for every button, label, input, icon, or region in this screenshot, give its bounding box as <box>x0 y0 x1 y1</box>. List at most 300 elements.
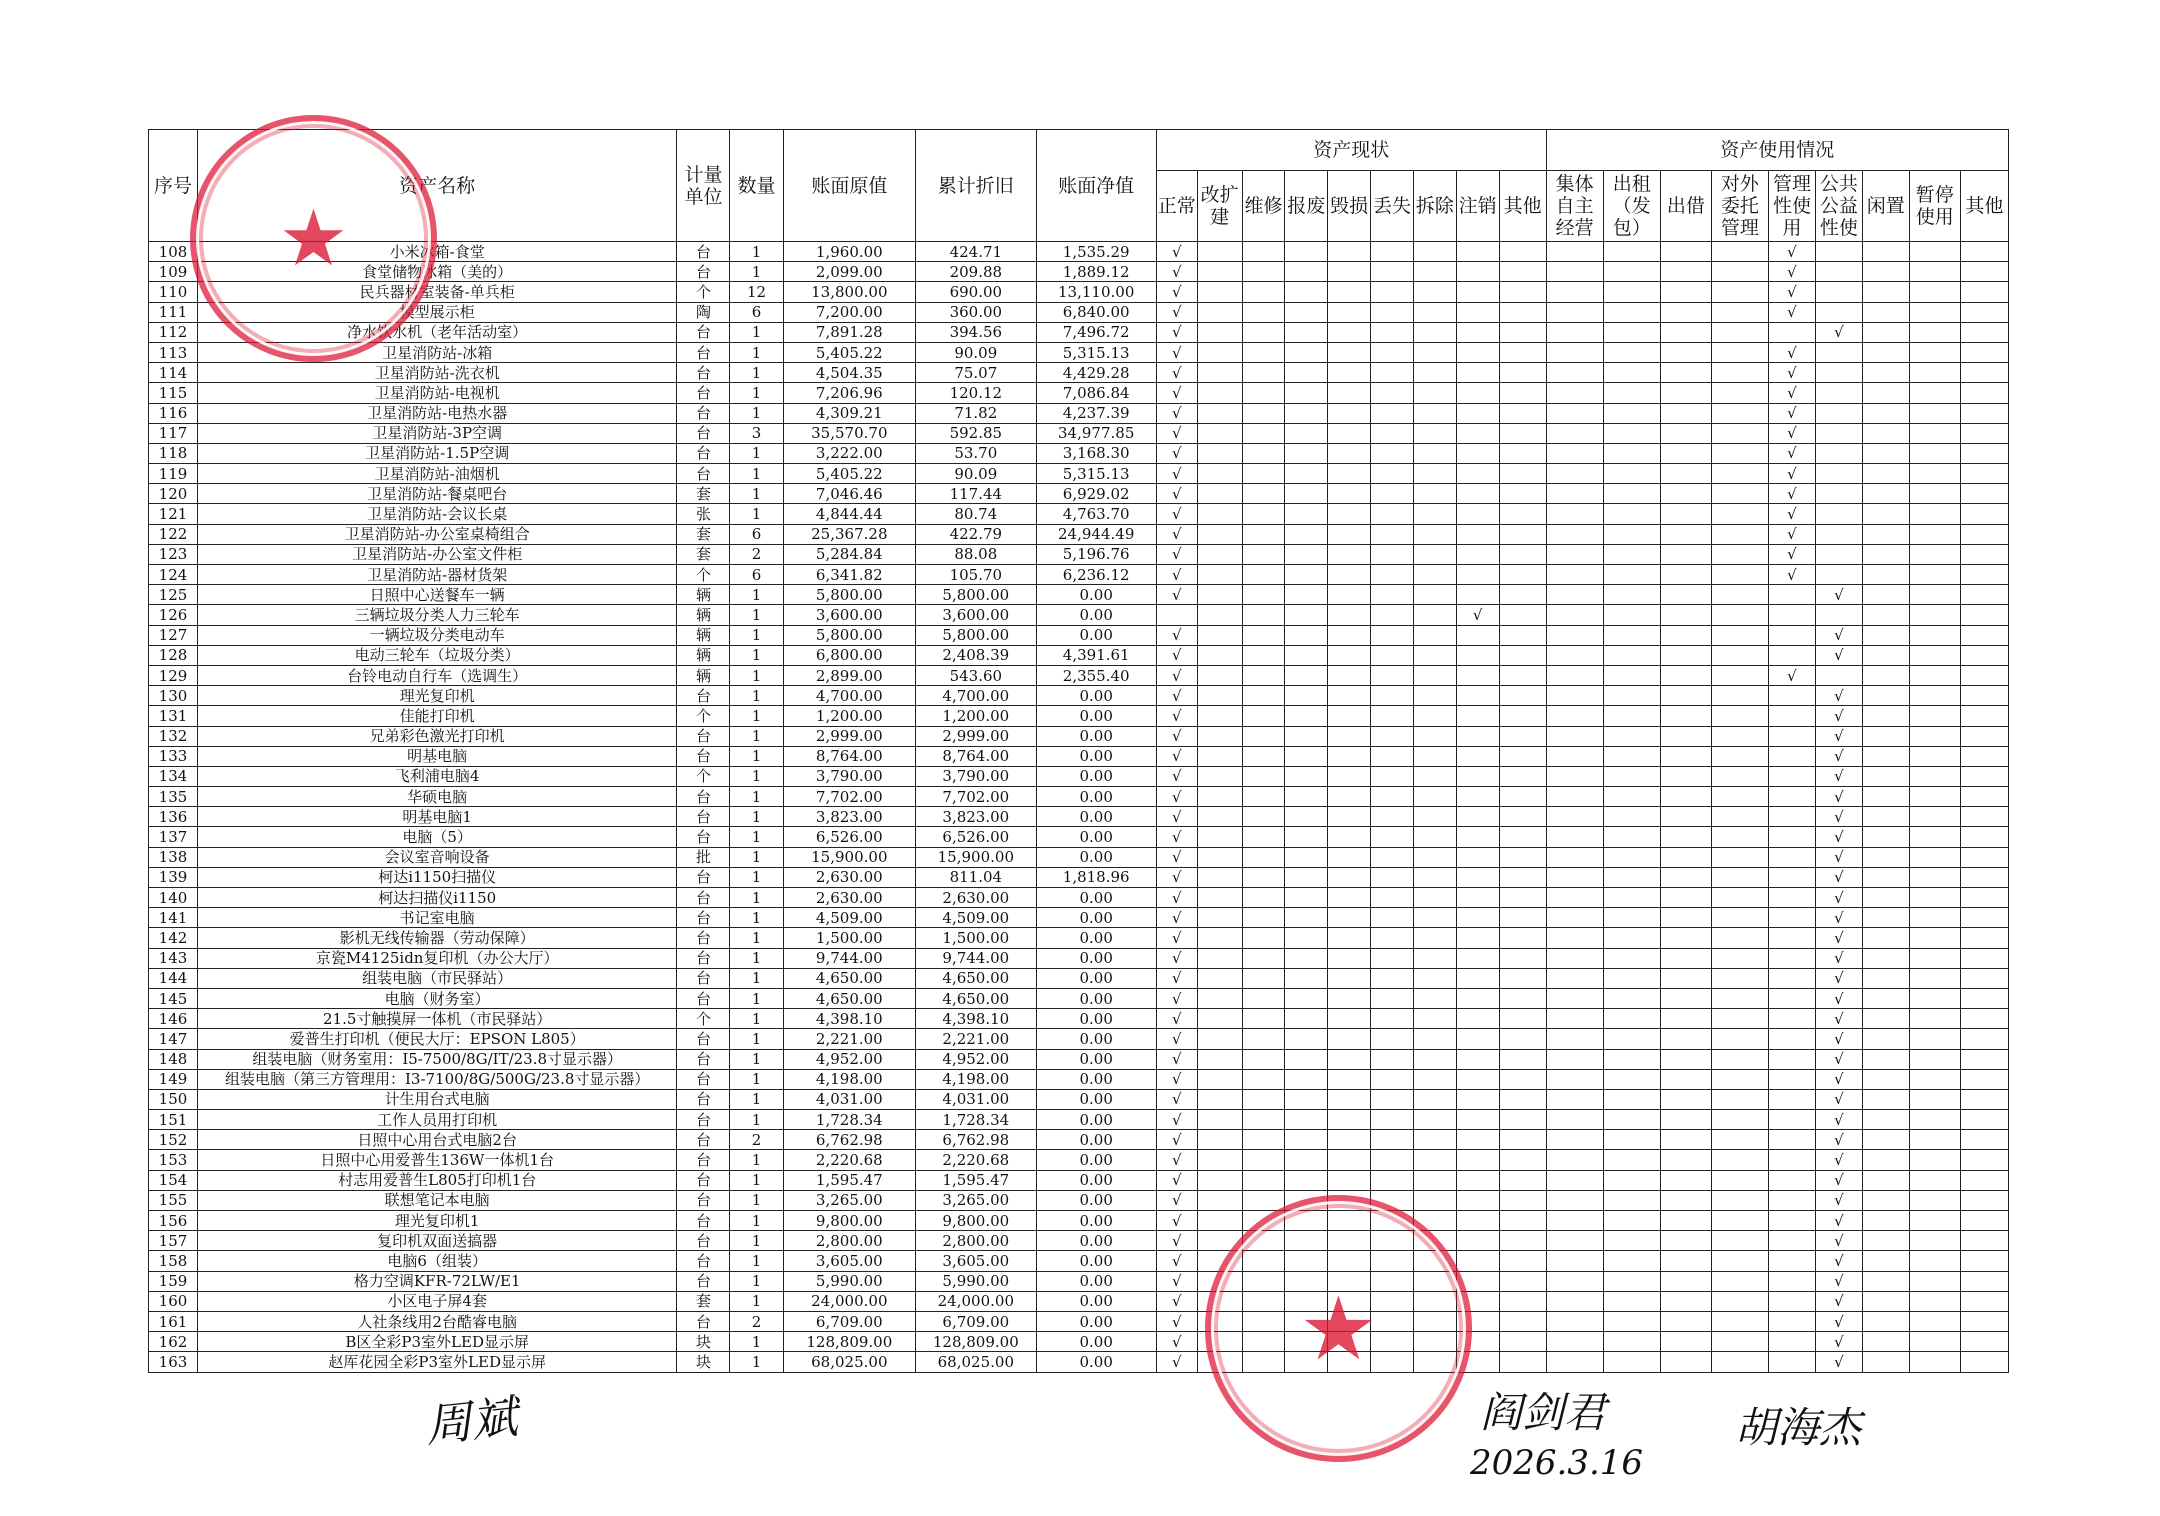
status-check-cell <box>1197 605 1242 625</box>
status-check-cell <box>1328 403 1371 423</box>
depreciation-cell: 6,762.98 <box>916 1130 1036 1150</box>
status-check-cell <box>1413 888 1456 908</box>
table-row <box>149 302 2009 322</box>
usage-check-cell <box>1960 242 2008 262</box>
usage-check-cell <box>1711 766 1768 786</box>
usage-check-cell <box>1862 565 1909 585</box>
status-check-cell <box>1285 847 1328 867</box>
usage-check-cell <box>1660 383 1711 403</box>
status-check-cell <box>1413 1271 1456 1291</box>
usage-check-cell <box>1546 1170 1603 1190</box>
original-value-cell: 2,099.00 <box>783 262 916 282</box>
status-check-cell <box>1456 807 1499 827</box>
status-check-cell <box>1413 787 1456 807</box>
usage-check-cell <box>1960 1190 2008 1210</box>
seq-cell: 119 <box>149 464 198 484</box>
usage-check-cell <box>1960 706 2008 726</box>
usage-check-cell <box>1769 988 1816 1008</box>
usage-check-cell <box>1603 524 1660 544</box>
net-value-cell: 0.00 <box>1036 908 1156 928</box>
usage-check-cell <box>1862 948 1909 968</box>
status-check-cell <box>1413 605 1456 625</box>
status-check-cell <box>1328 585 1371 605</box>
status-check-cell <box>1499 383 1546 403</box>
status-check-cell <box>1285 968 1328 988</box>
usage-check-cell <box>1660 605 1711 625</box>
status-check-cell <box>1456 1110 1499 1130</box>
depreciation-cell: 5,800.00 <box>916 585 1036 605</box>
unit-cell: 台 <box>677 1150 730 1170</box>
usage-check-cell <box>1546 645 1603 665</box>
asset-name-cell: 日照中心用台式电脑2台 <box>197 1130 676 1150</box>
usage-check-cell <box>1603 1271 1660 1291</box>
qty-cell: 1 <box>730 988 783 1008</box>
status-check-cell <box>1371 1231 1414 1251</box>
qty-cell: 1 <box>730 1089 783 1109</box>
usage-check-cell <box>1815 443 1862 463</box>
status-check-cell <box>1197 544 1242 564</box>
unit-cell: 个 <box>677 1009 730 1029</box>
usage-check-cell <box>1660 908 1711 928</box>
unit-cell: 台 <box>677 403 730 423</box>
asset-name-cell: 卫星消防站-办公室桌椅组合 <box>197 524 676 544</box>
status-check-cell <box>1285 282 1328 302</box>
table-row <box>149 1110 2009 1130</box>
status-check-cell <box>1242 847 1285 867</box>
signature-date: 2026.3.16 <box>1470 1443 1644 1483</box>
qty-cell: 1 <box>730 1352 783 1372</box>
usage-check-cell <box>1960 645 2008 665</box>
status-check-cell <box>1371 1170 1414 1190</box>
status-check-cell <box>1328 1311 1371 1331</box>
status-check-cell <box>1285 625 1328 645</box>
status-check-cell <box>1371 888 1414 908</box>
usage-check-cell <box>1660 443 1711 463</box>
usage-check-cell <box>1546 1190 1603 1210</box>
usage-check-cell <box>1603 322 1660 342</box>
seal-star-icon: ★ <box>278 193 349 284</box>
status-check-cell <box>1456 302 1499 322</box>
usage-check-cell: √ <box>1769 403 1816 423</box>
status-check-cell: √ <box>1156 282 1197 302</box>
net-value-cell: 0.00 <box>1036 1069 1156 1089</box>
usage-check-cell <box>1862 504 1909 524</box>
usage-check-cell: √ <box>1769 423 1816 443</box>
status-check-cell <box>1499 1251 1546 1271</box>
header-status: 改扩建 <box>1197 171 1242 242</box>
usage-check-cell <box>1769 1130 1816 1150</box>
seq-cell: 145 <box>149 988 198 1008</box>
seq-cell: 161 <box>149 1311 198 1331</box>
usage-check-cell: √ <box>1815 625 1862 645</box>
usage-check-cell <box>1960 787 2008 807</box>
status-check-cell <box>1456 524 1499 544</box>
original-value-cell: 6,800.00 <box>783 645 916 665</box>
status-check-cell: √ <box>1156 1049 1197 1069</box>
usage-check-cell: √ <box>1815 807 1862 827</box>
status-check-cell <box>1197 1089 1242 1109</box>
usage-check-cell <box>1546 706 1603 726</box>
status-check-cell <box>1371 867 1414 887</box>
status-check-cell <box>1328 908 1371 928</box>
usage-check-cell <box>1660 706 1711 726</box>
table-row <box>149 423 2009 443</box>
usage-check-cell <box>1769 605 1816 625</box>
status-check-cell <box>1242 787 1285 807</box>
usage-check-cell: √ <box>1815 847 1862 867</box>
depreciation-cell: 2,220.68 <box>916 1150 1036 1170</box>
unit-cell: 套 <box>677 524 730 544</box>
original-value-cell: 5,800.00 <box>783 585 916 605</box>
status-check-cell <box>1456 665 1499 685</box>
status-check-cell <box>1499 363 1546 383</box>
qty-cell: 1 <box>730 262 783 282</box>
net-value-cell: 0.00 <box>1036 1130 1156 1150</box>
original-value-cell: 3,790.00 <box>783 766 916 786</box>
usage-check-cell <box>1711 605 1768 625</box>
usage-check-cell <box>1711 1049 1768 1069</box>
usage-check-cell <box>1862 1291 1909 1311</box>
usage-check-cell <box>1603 968 1660 988</box>
usage-check-cell <box>1603 1170 1660 1190</box>
asset-name-cell: 爱普生打印机（便民大厅：EPSON L805） <box>197 1029 676 1049</box>
table-row <box>149 1009 2009 1029</box>
status-check-cell <box>1413 686 1456 706</box>
usage-check-cell <box>1603 544 1660 564</box>
status-check-cell <box>1242 1211 1285 1231</box>
depreciation-cell: 8,764.00 <box>916 746 1036 766</box>
seq-cell: 128 <box>149 645 198 665</box>
seq-cell: 129 <box>149 665 198 685</box>
status-check-cell <box>1242 1049 1285 1069</box>
usage-check-cell <box>1815 342 1862 362</box>
status-check-cell <box>1197 363 1242 383</box>
status-check-cell <box>1499 1069 1546 1089</box>
asset-name-cell: 飞利浦电脑4 <box>197 766 676 786</box>
usage-check-cell: √ <box>1815 686 1862 706</box>
usage-check-cell <box>1862 1332 1909 1352</box>
status-check-cell <box>1242 686 1285 706</box>
seq-cell: 153 <box>149 1150 198 1170</box>
status-check-cell <box>1197 645 1242 665</box>
status-check-cell <box>1371 242 1414 262</box>
usage-check-cell: √ <box>1815 888 1862 908</box>
usage-check-cell <box>1603 706 1660 726</box>
usage-check-cell <box>1711 282 1768 302</box>
status-check-cell: √ <box>1156 726 1197 746</box>
usage-check-cell <box>1603 665 1660 685</box>
usage-check-cell <box>1909 484 1960 504</box>
status-check-cell <box>1413 544 1456 564</box>
original-value-cell: 7,206.96 <box>783 383 916 403</box>
usage-check-cell <box>1862 988 1909 1008</box>
status-check-cell <box>1242 948 1285 968</box>
usage-check-cell <box>1909 302 1960 322</box>
original-value-cell: 5,800.00 <box>783 625 916 645</box>
unit-cell: 套 <box>677 484 730 504</box>
usage-check-cell <box>1711 1211 1768 1231</box>
status-check-cell <box>1456 1009 1499 1029</box>
usage-check-cell <box>1660 968 1711 988</box>
status-check-cell <box>1328 1150 1371 1170</box>
usage-check-cell <box>1711 645 1768 665</box>
unit-cell: 台 <box>677 262 730 282</box>
qty-cell: 1 <box>730 1211 783 1231</box>
usage-check-cell <box>1660 1311 1711 1331</box>
usage-check-cell <box>1711 787 1768 807</box>
qty-cell: 1 <box>730 968 783 988</box>
status-check-cell <box>1499 464 1546 484</box>
usage-check-cell: √ <box>1815 645 1862 665</box>
seq-cell: 126 <box>149 605 198 625</box>
status-check-cell <box>1328 1170 1371 1190</box>
status-check-cell <box>1413 968 1456 988</box>
usage-check-cell <box>1815 363 1862 383</box>
status-check-cell <box>1285 1170 1328 1190</box>
table-row <box>149 464 2009 484</box>
status-check-cell <box>1197 948 1242 968</box>
usage-check-cell <box>1862 867 1909 887</box>
status-check-cell <box>1285 322 1328 342</box>
status-check-cell <box>1197 847 1242 867</box>
usage-check-cell <box>1909 1110 1960 1130</box>
usage-check-cell <box>1909 625 1960 645</box>
seq-cell: 159 <box>149 1271 198 1291</box>
status-check-cell <box>1499 1332 1546 1352</box>
status-check-cell <box>1242 888 1285 908</box>
usage-check-cell <box>1960 1211 2008 1231</box>
status-check-cell <box>1285 302 1328 322</box>
usage-check-cell <box>1909 1231 1960 1251</box>
status-check-cell <box>1499 988 1546 1008</box>
usage-check-cell <box>1711 1332 1768 1352</box>
status-check-cell <box>1242 1332 1285 1352</box>
usage-check-cell <box>1960 1170 2008 1190</box>
usage-check-cell <box>1660 242 1711 262</box>
usage-check-cell <box>1603 585 1660 605</box>
status-check-cell <box>1242 383 1285 403</box>
table-row <box>149 665 2009 685</box>
status-check-cell <box>1197 746 1242 766</box>
usage-check-cell <box>1960 1130 2008 1150</box>
status-check-cell <box>1413 302 1456 322</box>
net-value-cell: 4,429.28 <box>1036 363 1156 383</box>
usage-check-cell <box>1546 242 1603 262</box>
status-check-cell <box>1328 383 1371 403</box>
original-value-cell: 6,762.98 <box>783 1130 916 1150</box>
original-value-cell: 7,200.00 <box>783 302 916 322</box>
usage-check-cell <box>1546 1251 1603 1271</box>
usage-check-cell <box>1660 1009 1711 1029</box>
usage-check-cell <box>1546 1352 1603 1372</box>
unit-cell: 台 <box>677 1271 730 1291</box>
status-check-cell <box>1456 242 1499 262</box>
usage-check-cell <box>1603 908 1660 928</box>
usage-check-cell <box>1711 1170 1768 1190</box>
usage-check-cell <box>1711 383 1768 403</box>
usage-check-cell <box>1603 1150 1660 1170</box>
status-check-cell <box>1242 605 1285 625</box>
status-check-cell <box>1285 464 1328 484</box>
status-check-cell <box>1197 342 1242 362</box>
status-check-cell <box>1242 827 1285 847</box>
usage-check-cell <box>1909 726 1960 746</box>
original-value-cell: 9,744.00 <box>783 948 916 968</box>
depreciation-cell: 2,221.00 <box>916 1029 1036 1049</box>
usage-check-cell <box>1603 1332 1660 1352</box>
table-row <box>149 746 2009 766</box>
status-check-cell <box>1499 544 1546 564</box>
usage-check-cell <box>1909 988 1960 1008</box>
table-row <box>149 1251 2009 1271</box>
usage-check-cell <box>1862 423 1909 443</box>
status-check-cell <box>1285 443 1328 463</box>
asset-name-cell: 卫星消防站-电视机 <box>197 383 676 403</box>
usage-check-cell <box>1546 787 1603 807</box>
status-check-cell <box>1197 443 1242 463</box>
net-value-cell: 0.00 <box>1036 1291 1156 1311</box>
status-check-cell: √ <box>1156 585 1197 605</box>
seq-cell: 143 <box>149 948 198 968</box>
status-check-cell <box>1285 988 1328 1008</box>
status-check-cell <box>1413 1352 1456 1372</box>
asset-name-cell: 华硕电脑 <box>197 787 676 807</box>
depreciation-cell: 3,265.00 <box>916 1190 1036 1210</box>
status-check-cell <box>1328 1271 1371 1291</box>
usage-check-cell <box>1862 928 1909 948</box>
depreciation-cell: 811.04 <box>916 867 1036 887</box>
usage-check-cell <box>1546 363 1603 383</box>
usage-check-cell <box>1862 807 1909 827</box>
status-check-cell <box>1328 847 1371 867</box>
asset-name-cell: 卫星消防站-洗衣机 <box>197 363 676 383</box>
usage-check-cell <box>1862 464 1909 484</box>
usage-check-cell <box>1546 1029 1603 1049</box>
status-check-cell <box>1328 827 1371 847</box>
status-check-cell: √ <box>1156 1009 1197 1029</box>
status-check-cell <box>1242 363 1285 383</box>
unit-cell: 台 <box>677 867 730 887</box>
status-check-cell <box>1456 988 1499 1008</box>
usage-check-cell <box>1660 403 1711 423</box>
status-check-cell <box>1197 625 1242 645</box>
original-value-cell: 3,605.00 <box>783 1251 916 1271</box>
unit-cell: 辆 <box>677 585 730 605</box>
usage-check-cell <box>1909 282 1960 302</box>
seq-cell: 123 <box>149 544 198 564</box>
status-check-cell <box>1371 726 1414 746</box>
qty-cell: 1 <box>730 403 783 423</box>
status-check-cell <box>1371 383 1414 403</box>
unit-cell: 台 <box>677 1130 730 1150</box>
usage-check-cell <box>1603 484 1660 504</box>
unit-cell: 台 <box>677 746 730 766</box>
net-value-cell: 4,237.39 <box>1036 403 1156 423</box>
original-value-cell: 6,341.82 <box>783 565 916 585</box>
table-row <box>149 484 2009 504</box>
net-value-cell: 1,889.12 <box>1036 262 1156 282</box>
usage-check-cell <box>1862 484 1909 504</box>
usage-check-cell <box>1815 605 1862 625</box>
asset-rows <box>149 242 2009 1380</box>
status-check-cell <box>1499 827 1546 847</box>
usage-check-cell <box>1769 968 1816 988</box>
status-check-cell <box>1371 625 1414 645</box>
original-value-cell: 1,728.34 <box>783 1110 916 1130</box>
usage-check-cell <box>1815 524 1862 544</box>
usage-check-cell <box>1909 1271 1960 1291</box>
table-row <box>149 262 2009 282</box>
status-check-cell: √ <box>1156 968 1197 988</box>
status-check-cell <box>1242 524 1285 544</box>
original-value-cell: 7,891.28 <box>783 322 916 342</box>
usage-check-cell: √ <box>1815 1251 1862 1271</box>
usage-check-cell <box>1711 726 1768 746</box>
seq-cell: 160 <box>149 1291 198 1311</box>
status-check-cell <box>1456 504 1499 524</box>
status-check-cell <box>1285 1009 1328 1029</box>
usage-check-cell <box>1660 1251 1711 1271</box>
header-net-value: 账面净值 <box>1036 130 1156 242</box>
net-value-cell: 0.00 <box>1036 948 1156 968</box>
status-check-cell <box>1499 928 1546 948</box>
unit-cell: 套 <box>677 544 730 564</box>
usage-check-cell: √ <box>1815 787 1862 807</box>
usage-check-cell <box>1815 383 1862 403</box>
usage-check-cell: √ <box>1815 1009 1862 1029</box>
status-check-cell <box>1285 262 1328 282</box>
usage-check-cell <box>1862 282 1909 302</box>
status-check-cell <box>1371 1089 1414 1109</box>
status-check-cell <box>1285 1211 1328 1231</box>
original-value-cell: 68,025.00 <box>783 1352 916 1372</box>
usage-check-cell <box>1769 706 1816 726</box>
status-check-cell <box>1197 1110 1242 1130</box>
depreciation-cell: 3,605.00 <box>916 1251 1036 1271</box>
status-check-cell <box>1242 262 1285 282</box>
status-check-cell <box>1413 1231 1456 1251</box>
status-check-cell <box>1285 706 1328 726</box>
asset-name-cell: 小区电子屏4套 <box>197 1291 676 1311</box>
usage-check-cell <box>1711 908 1768 928</box>
depreciation-cell: 2,800.00 <box>916 1231 1036 1251</box>
status-check-cell <box>1371 1009 1414 1029</box>
usage-check-cell <box>1862 1251 1909 1271</box>
asset-name-cell: 电动三轮车（垃圾分类） <box>197 645 676 665</box>
status-check-cell <box>1371 665 1414 685</box>
status-check-cell <box>1242 1271 1285 1291</box>
status-check-cell <box>1328 605 1371 625</box>
qty-cell: 1 <box>730 1251 783 1271</box>
usage-check-cell <box>1546 766 1603 786</box>
qty-cell: 1 <box>730 1069 783 1089</box>
unit-cell: 套 <box>677 1291 730 1311</box>
usage-check-cell: √ <box>1769 383 1816 403</box>
status-check-cell <box>1371 1271 1414 1291</box>
usage-check-cell <box>1769 686 1816 706</box>
usage-check-cell: √ <box>1815 1211 1862 1231</box>
usage-check-cell <box>1711 827 1768 847</box>
status-check-cell <box>1285 504 1328 524</box>
seq-cell: 139 <box>149 867 198 887</box>
status-check-cell <box>1371 1130 1414 1150</box>
qty-cell: 1 <box>730 585 783 605</box>
asset-name-cell: 组装电脑（第三方管理用：I3-7100/8G/500G/23.8寸显示器） <box>197 1069 676 1089</box>
usage-check-cell <box>1960 908 2008 928</box>
status-check-cell: √ <box>1156 746 1197 766</box>
original-value-cell: 1,200.00 <box>783 706 916 726</box>
status-check-cell <box>1371 787 1414 807</box>
